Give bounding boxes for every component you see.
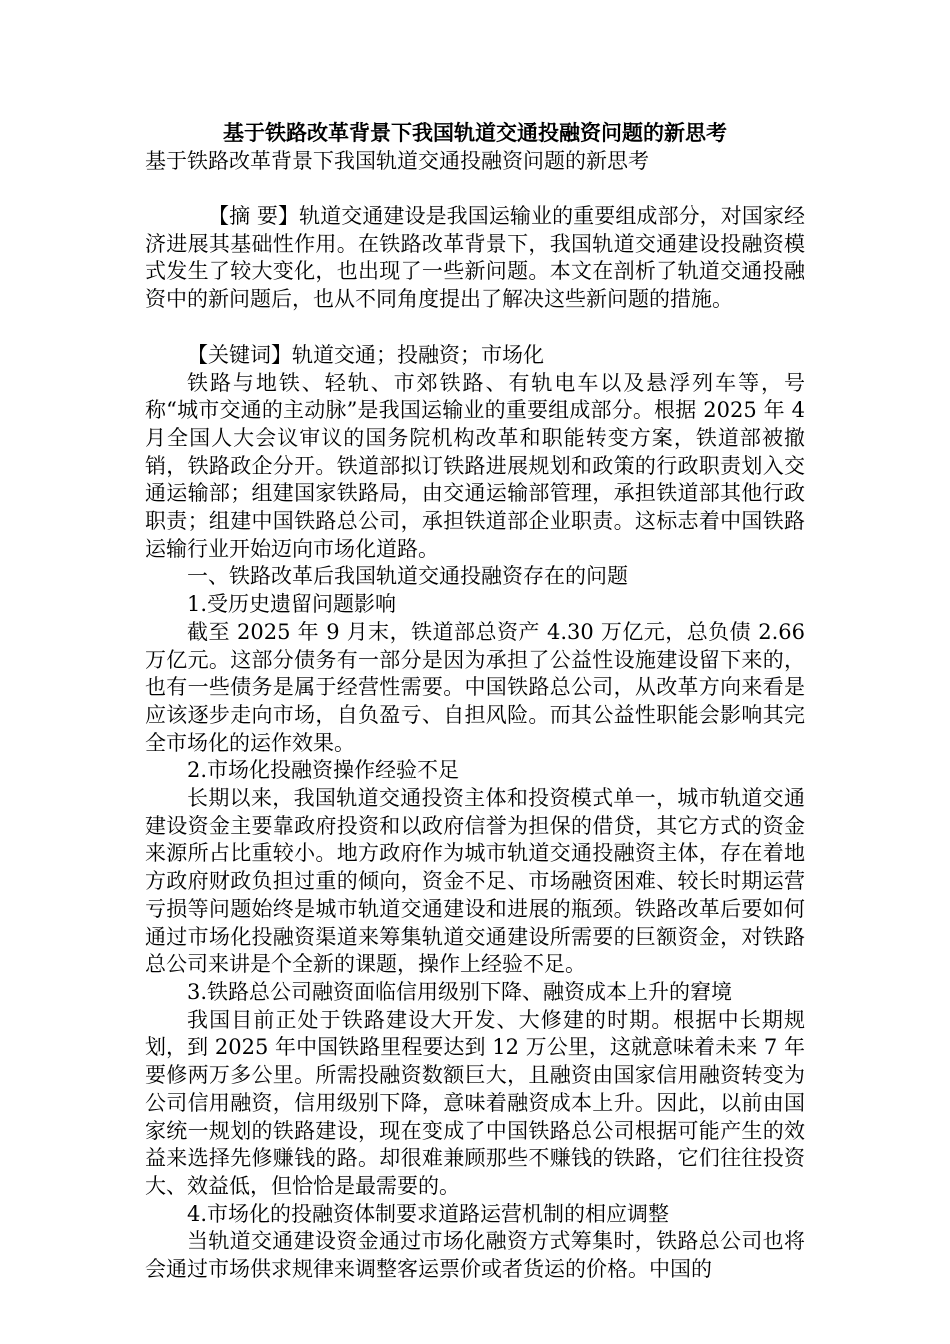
body-paragraph: 当轨道交通建设资金通过市场化融资方式筹集时，铁路总公司也将会通过市场供求规律来调整客运票价或者货运的价格。中国的 [145, 1229, 805, 1282]
body-paragraph: 长期以来，我国轨道交通投资主体和投资模式单一，城市轨道交通建设资金主要靠政府投资和以政府信誉为担保的借贷，其它方式的资金来源所占比重较小。地方政府作为城市轨道交通投融资主体，存在着地方政府财政负担过重的倾向，资金不足、市场融资困难、较长时期运营亏损等问题始终是城市轨道交通建设和进展的瓶颈。铁路改革后要如何通过市场化投融资渠道来筹集轨道交通建设所需要的巨额资金，对铁路总公司来讲是个全新的课题，操作上经验不足。 [145, 786, 805, 977]
blank-line [145, 175, 805, 203]
subsection-heading: 4.市场化的投融资体制要求道路运营机制的相应调整 [187, 1201, 670, 1226]
body-paragraph: 铁路与地铁、轻轨、市郊铁路、有轨电车以及悬浮列车等，号称“城市交通的主动脉”是我国运输业的重要组成部分。根据 2025 年 4 月全国人大会议审议的国务院机构改革和职能转变方案，铁道部被撤销，铁路政企分开。铁道部拟订铁路进展规划和政策的行政职责划入交通运输部；组建国家铁路局，由交通运输部管理，承担铁道部其他行政职责；组建中国铁路总公司，承担铁道部企业职责。这标志着中国铁路运输行业开始迈向市场化道路。 [145, 370, 805, 561]
abstract-paragraph: 【摘 要】轨道交通建设是我国运输业的重要组成部分，对国家经济进展其基础性作用。在铁路改革背景下，我国轨道交通建设投融资模式发生了较大变化，也出现了一些新问题。本文在剖析了轨道交通投融资中的新问题后，也从不同角度提出了解决这些新问题的措施。 [145, 204, 805, 312]
keywords-line: 【关键词】轨道交通；投融资；市场化 [187, 342, 544, 367]
subsection-heading: 2.市场化投融资操作经验不足 [187, 758, 460, 783]
document-title: 基于铁路改革背景下我国轨道交通投融资问题的新思考 [223, 120, 727, 145]
document-subtitle: 基于铁路改革背景下我国轨道交通投融资问题的新思考 [145, 149, 649, 173]
subsection-heading: 3.铁路总公司融资面临信用级别下降、融资成本上升的窘境 [187, 979, 733, 1004]
blank-line [145, 314, 805, 342]
subsection-heading: 1.受历史遗留问题影响 [187, 592, 397, 617]
section-heading: 一、铁路改革后我国轨道交通投融资存在的问题 [187, 564, 628, 589]
body-paragraph: 截至 2025 年 9 月末，铁道部总资产 4.30 万亿元，总负债 2.66 万亿元。这部分债务有一部分是因为承担了公益性设施建设留下来的，也有一些债务是属于经营性需要。中国铁路总公司，从改革方向来看是应该逐步走向市场，自负盈亏、自担风险。而其公益性职能会影响其完全市场化的运作效果。 [145, 619, 805, 755]
document-page [145, 119, 805, 1284]
body-paragraph: 我国目前正处于铁路建设大开发、大修建的时期。根据中长期规划，到 2025 年中国铁路里程要达到 12 万公里，这就意味着未来 7 年要修两万多公里。所需投融资数额巨大，且融资由国家信用融资转变为公司信用融资，信用级别下降，意味着融资成本上升。因此，以前由国家统一规划的铁路建设，现在变成了中国铁路总公司根据可能产生的效益来选择先修赚钱的路。却很难兼顾那些不赚钱的铁路，它们往往投资大、效益低，但恰恰是最需要的。 [145, 1007, 805, 1198]
